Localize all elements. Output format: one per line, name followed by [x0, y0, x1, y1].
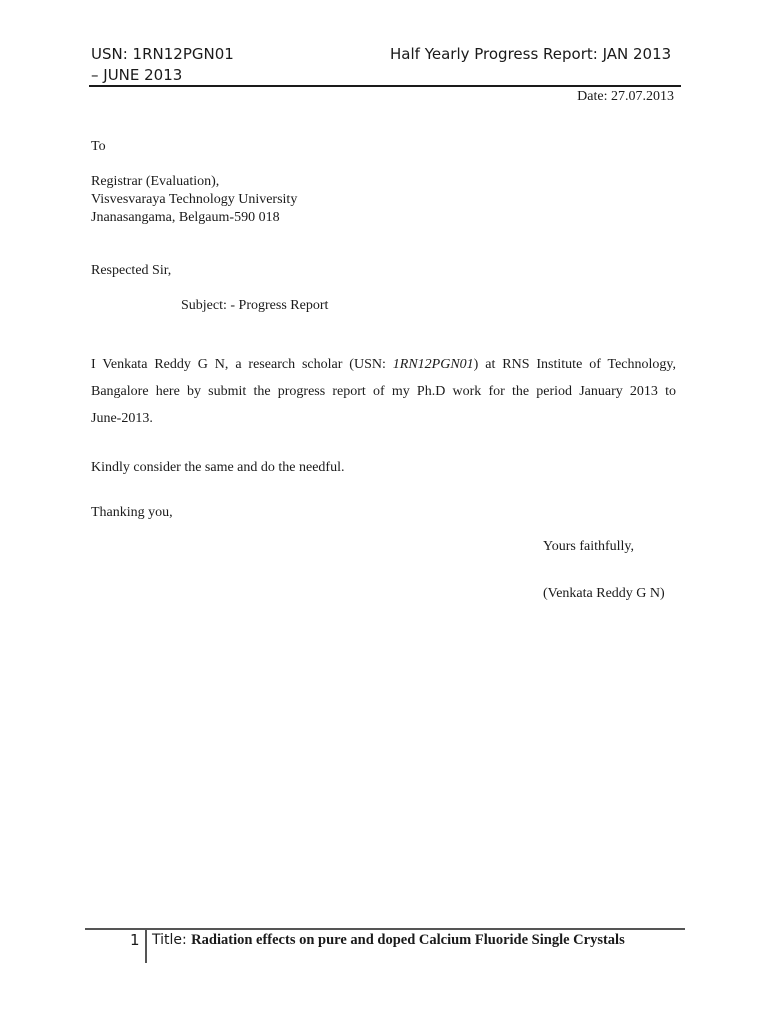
header-divider [89, 85, 681, 87]
request-line: Kindly consider the same and do the needful. [91, 460, 345, 475]
footer-divider [85, 928, 685, 930]
footer-title-label: Title: [152, 932, 192, 948]
letter-date: Date: 27.07.2013 [577, 89, 674, 104]
page-number: 1 [130, 931, 140, 949]
salutation: Respected Sir, [91, 263, 172, 278]
header-report-title: Half Yearly Progress Report: JAN 2013 [390, 45, 672, 63]
address-line: Registrar (Evaluation), [91, 174, 220, 189]
body-text: I Venkata Reddy G N, a research scholar (USN: [91, 357, 393, 372]
footer-separator [145, 929, 147, 963]
footer-title [152, 932, 625, 949]
address-line: Visvesvaraya Technology University [91, 192, 298, 207]
thanks-line: Thanking you, [91, 505, 173, 520]
header-usn: USN: 1RN12PGN01 [91, 45, 234, 63]
closing: Yours faithfully, [543, 539, 635, 554]
body-text: Bangalore here by submit the progress report of my Ph.D work for the period January 2013 to [91, 384, 676, 399]
address-line: Jnanasangama, Belgaum-590 018 [91, 210, 280, 225]
body-usn: 1RN12PGN01 [392, 357, 474, 372]
signature: (Venkata Reddy G N) [543, 586, 665, 601]
body-text: ) at RNS Institute of Technology, [473, 357, 676, 372]
body-paragraph [91, 351, 676, 432]
subject-line: Subject: - Progress Report [181, 298, 329, 313]
recipient-to: To [91, 139, 106, 154]
header-report-period: – JUNE 2013 [91, 66, 183, 84]
body-text: June-2013. [91, 411, 153, 426]
footer-title-text: Radiation effects on pure and doped Calcium Fluoride Single Crystals [191, 932, 625, 948]
